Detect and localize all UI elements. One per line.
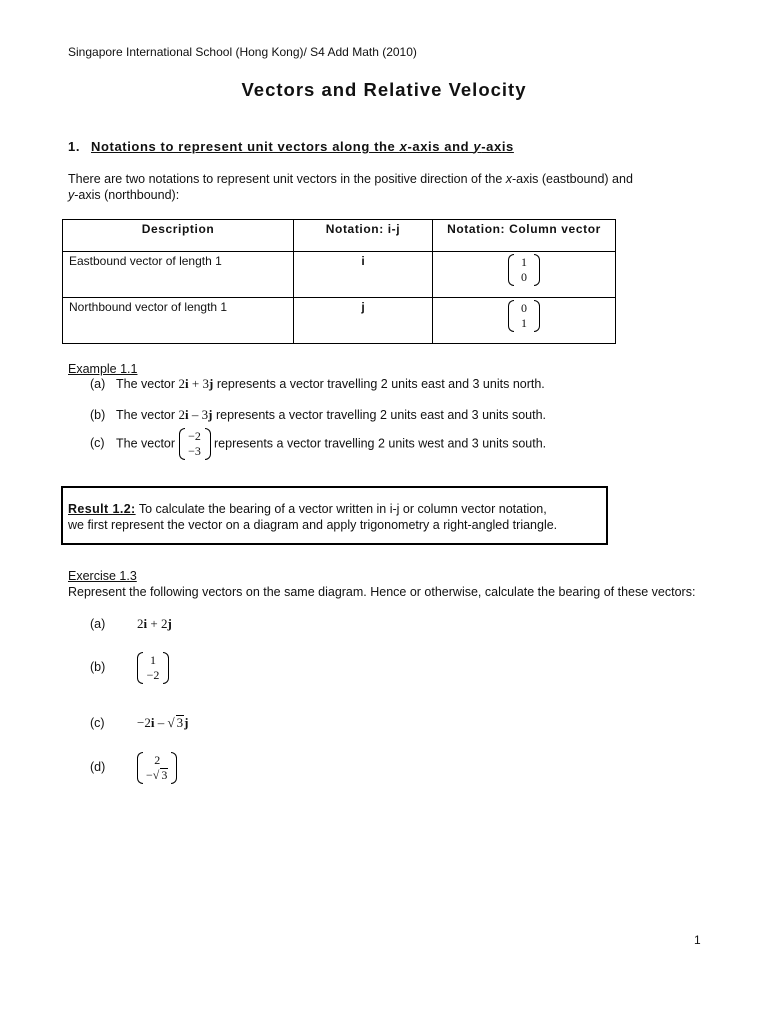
table-cell-ij: i	[294, 252, 433, 298]
item-text: represents a vector travelling 2 units west and 3 units south.	[210, 436, 547, 451]
math-coef: 2	[137, 616, 144, 631]
item-text: The vector	[116, 408, 179, 422]
vector-entry	[146, 768, 168, 783]
intro-y-var: y	[68, 188, 75, 202]
item-label: (c)	[90, 436, 105, 451]
item-label: (a)	[90, 377, 106, 391]
item-label: (b)	[90, 408, 106, 422]
math-vector: i	[143, 616, 148, 631]
table-header-cell: Notation: i-j	[294, 220, 433, 252]
item-label: (d)	[90, 760, 106, 775]
math-sign: −	[146, 768, 153, 782]
exercise-item-d	[90, 752, 177, 784]
result-text: To calculate the bearing of a vector written in i-j or column vector notation,	[135, 502, 547, 516]
item-label: (a)	[90, 617, 106, 631]
table-cell-ij: j	[294, 298, 433, 344]
column-vector	[508, 254, 540, 286]
table-header-row	[63, 220, 616, 252]
page-header: Singapore International School (Hong Kong)/ S4 Add Math (2010)	[68, 45, 417, 59]
vector-entry: 0	[521, 301, 527, 315]
math-vector: j	[184, 715, 189, 730]
exercise-item-c	[90, 715, 188, 732]
example-item-c	[90, 428, 546, 460]
heading-text: -axis	[481, 139, 514, 154]
math-vector: i	[150, 715, 155, 730]
math-coef: −2	[137, 715, 151, 730]
vector-entry: 1	[521, 255, 527, 269]
table-cell-description: Eastbound vector of length 1	[63, 252, 294, 298]
table-cell-description: Northbound vector of length 1	[63, 298, 294, 344]
table-row	[63, 298, 616, 344]
heading-y-var: y	[473, 139, 482, 154]
intro-text: There are two notations to represent unit vectors in the positive direction of the	[68, 172, 506, 186]
item-text: represents a vector travelling 2 units east and 3 units south.	[212, 408, 547, 422]
heading-text: -axis and	[407, 139, 474, 154]
column-vector	[137, 652, 169, 684]
vector-entry: 1	[521, 316, 527, 330]
math-vector: j	[209, 376, 214, 391]
math-op: – 3	[188, 407, 209, 422]
notation-table	[62, 219, 616, 344]
exercise-item-b	[90, 652, 169, 684]
intro-paragraph	[68, 171, 713, 203]
sqrt-sign: √	[152, 768, 160, 782]
item-label: (c)	[90, 716, 105, 730]
column-vector	[508, 300, 540, 332]
vector-entry: −3	[188, 444, 201, 458]
intro-text: -axis (eastbound) and	[512, 172, 633, 186]
table-cell-column-vector	[433, 298, 616, 344]
vector-entry: −2	[188, 429, 201, 443]
item-label: (b)	[90, 660, 106, 675]
column-vector	[179, 428, 211, 460]
math-op: –	[154, 715, 168, 730]
vector-entry: −2	[146, 668, 160, 682]
result-box	[61, 486, 608, 545]
item-text: represents a vector travelling 2 units east and 3 units north.	[213, 377, 545, 391]
sqrt-radicand: 3	[161, 768, 168, 782]
math-vector: i	[185, 376, 189, 391]
math-vector: j	[167, 616, 172, 631]
intro-text: -axis (northbound):	[74, 188, 180, 202]
math-coef: 2	[178, 407, 186, 422]
page-title: Vectors and Relative Velocity	[241, 79, 527, 100]
math-vector: i	[185, 407, 189, 422]
math-op: + 3	[188, 376, 209, 391]
intro-x-var: x	[505, 172, 512, 186]
heading-x-var: x	[399, 139, 408, 154]
table-cell-column-vector	[433, 252, 616, 298]
result-label: Result 1.2:	[68, 502, 136, 516]
table-header-cell: Notation: Column vector	[433, 220, 616, 252]
page-number: 1	[694, 933, 701, 947]
heading-text: Notations to represent unit vectors along the	[91, 139, 400, 154]
item-text: The vector	[116, 377, 179, 391]
math-coef: 2	[178, 376, 186, 391]
vector-entry: 2	[154, 753, 161, 767]
table-row	[63, 252, 616, 298]
section-number: 1.	[68, 139, 81, 154]
section-1-heading	[68, 139, 514, 156]
vector-entry: 1	[150, 653, 156, 667]
math-op: + 2	[147, 616, 168, 631]
item-text: The vector	[116, 436, 179, 451]
vector-entry: 0	[521, 270, 527, 284]
column-vector	[137, 752, 177, 784]
exercise-item-a	[90, 616, 172, 633]
table-header-cell: Description	[63, 220, 294, 252]
sqrt-radicand: 3	[176, 715, 184, 730]
example-item-b	[90, 407, 546, 424]
result-text: we first represent the vector on a diagram and apply trigonometry a right-angled triangle.	[68, 518, 558, 532]
example-item-a	[90, 376, 545, 393]
exercise-title: Exercise 1.3	[68, 569, 137, 583]
math-vector: j	[208, 407, 213, 422]
section-title	[91, 139, 514, 154]
sqrt-sign: √	[167, 715, 175, 730]
exercise-instructions: Represent the following vectors on the same diagram. Hence or otherwise, calculate the bearing of these vectors:	[68, 585, 696, 599]
example-title: Example 1.1	[68, 362, 138, 376]
